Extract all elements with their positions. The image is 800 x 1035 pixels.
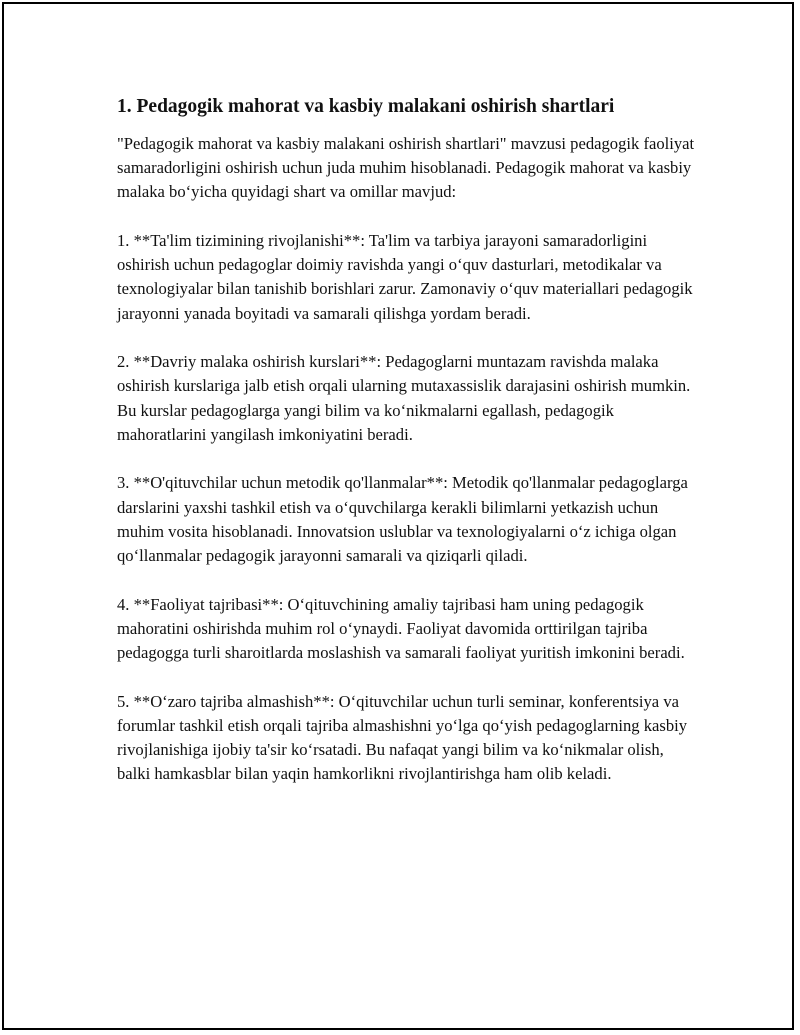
list-item-5: 5. **O‘zaro tajriba almashish**: O‘qituvchilar uchun turli seminar, konferentsiya va forumlar tashkil etish orqali tajriba almashishni yo‘lga qo‘yish pedagoglarning kasbiy rivojlanishiga ijobiy ta'sir ko‘rsatadi. Bu nafaqat yangi bilim va ko‘nikmalar olish, balki hamkasblar bilan yaqin hamkorlikni rivojlantirishga ham olib keladi. — [117, 691, 688, 784]
list-item-3: 3. **O'qituvchilar uchun metodik qo'llanmalar**: Metodik qo'llanmalar pedagoglarga darslarini yaxshi tashkil etish va o‘quvchilarga kerakli bilimlarni yetkazish uchun muhim vosita hisoblanadi. Innovatsion uslublar va texnologiyalarni o‘z ichiga olgan qo‘llanmalar pedagogik jarayonni samarali va qiziqarli qiladi. — [117, 473, 688, 566]
list-item-1: 1. **Ta'lim tizimining rivojlanishi**: Ta'lim va tarbiya jarayoni samaradorligini oshirish uchun pedagoglar doimiy ravishda yangi o‘quv dasturlari, metodikalar va texnologiyalar bilan tanishib borishlari zarur. Zamonaviy o‘quv materiallari pedagogik jarayonni yanada boyitadi va samarali qilishga yordam beradi. — [117, 231, 693, 323]
document-body — [117, 94, 697, 811]
list-item-4: 4. **Faoliyat tajribasi**: O‘qituvchining amaliy tajribasi ham uning pedagogik mahoratini oshirishda muhim rol o‘ynaydi. Faoliyat davomida orttirilgan tajriba pedagogga turli sharoitlarda moslashish va samarali faoliyat yuritish imkonini beradi. — [117, 594, 685, 663]
list-item-2: 2. **Davriy malaka oshirish kurslari**: Pedagoglarni muntazam ravishda malaka oshirish kurslariga jalb etish orqali ularning mutaxassislik darajasini oshirish mumkin. Bu kurslar pedagoglarga yangi bilim va ko‘nikmalarni egallash, pedagogik mahoratlarini yangilash imkoniyatini beradi. — [117, 352, 691, 444]
document-title: 1. Pedagogik mahorat va kasbiy malakani oshirish shartlari — [117, 96, 615, 117]
intro-paragraph: "Pedagogik mahorat va kasbiy malakani oshirish shartlari" mavzusi pedagogik faoliyat samaradorligini oshirish uchun juda muhim hisoblanadi. Pedagogik mahorat va kasbiy malaka bo‘yicha quyidagi shart va omillar mavjud: — [117, 134, 695, 202]
